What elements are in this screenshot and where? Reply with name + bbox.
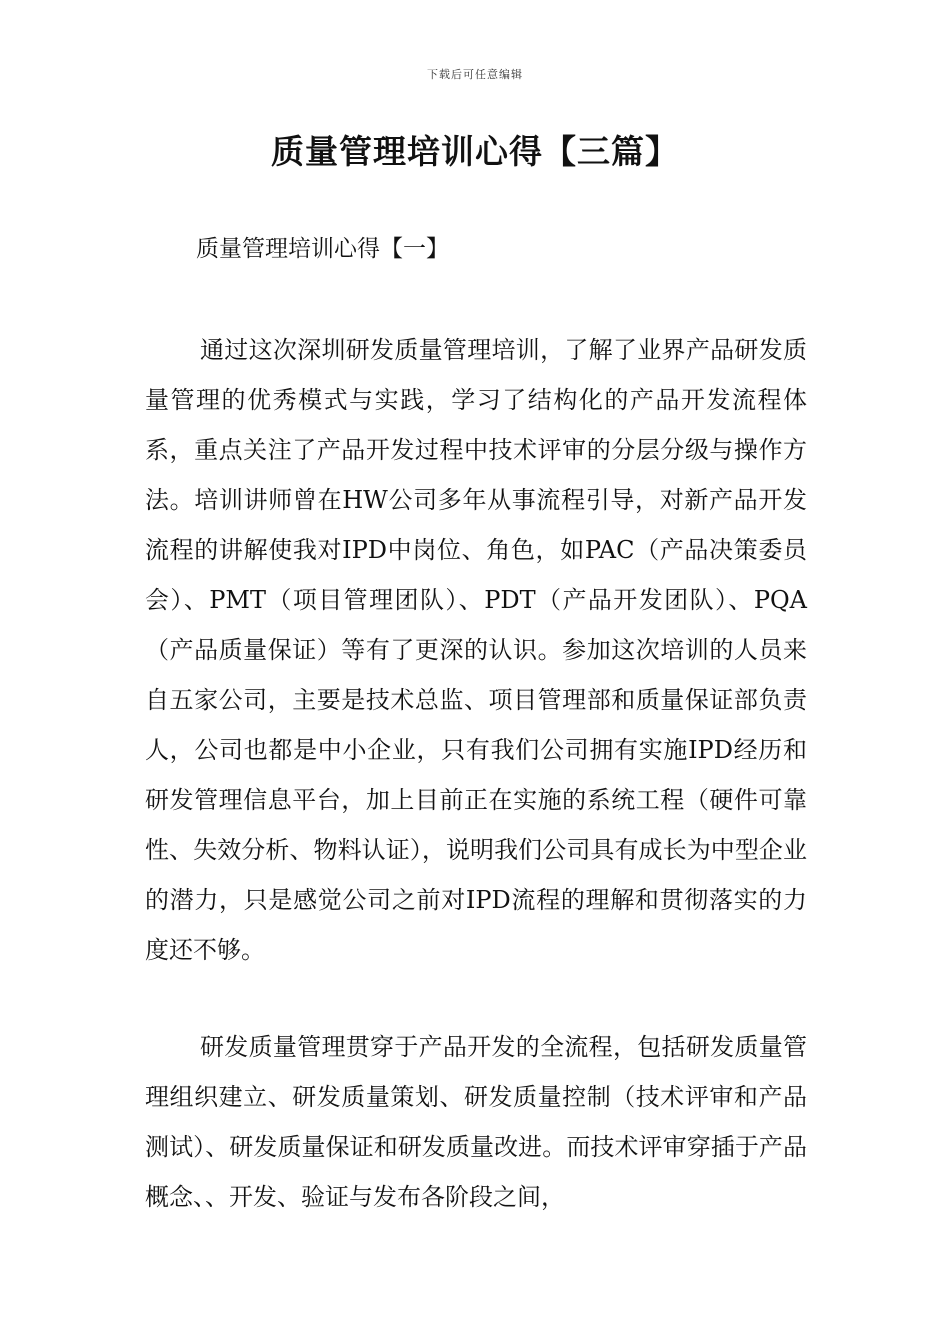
body-paragraph: 通过这次深圳研发质量管理培训，了解了业界产品研发质量管理的优秀模式与实践，学习了结构化的产品开发流程体系，重点关注了产品开发过程中技术评审的分层分级与操作方法。培训讲师曾在HW公司多年从事流程引导，对新产品开发流程的讲解使我对IPD中岗位、角色，如PAC（产品决策委员会）、PMT（项目管理团队）、PDT（产品开发团队）、PQA（产品质量保证）等有了更深的认识。参加这次培训的人员来自五家公司，主要是技术总监、项目管理部和质量保证部负责人，公司也都是中小企业，只有我们公司拥有实施IPD经历和研发管理信息平台，加上目前正在实施的系统工程（硬件可靠性、失效分析、物料认证），说明我们公司具有成长为中型企业的潜力，只是感觉公司之前对IPD流程的理解和贯彻落实的力度还不够。: [145, 336, 807, 964]
body-paragraph: 研发质量管理贯穿于产品开发的全流程，包括研发质量管理组织建立、研发质量策划、研发质量控制（技术评审和产品测试）、研发质量保证和研发质量改进。而技术评审穿插于产品概念、、开发、验证与发布各阶段之间，: [145, 1033, 807, 1211]
header-note: 下载后可任意编辑: [427, 68, 523, 81]
document-title: 质量管理培训心得【三篇】: [271, 132, 679, 171]
section-title: 质量管理培训心得【一】: [196, 236, 449, 262]
